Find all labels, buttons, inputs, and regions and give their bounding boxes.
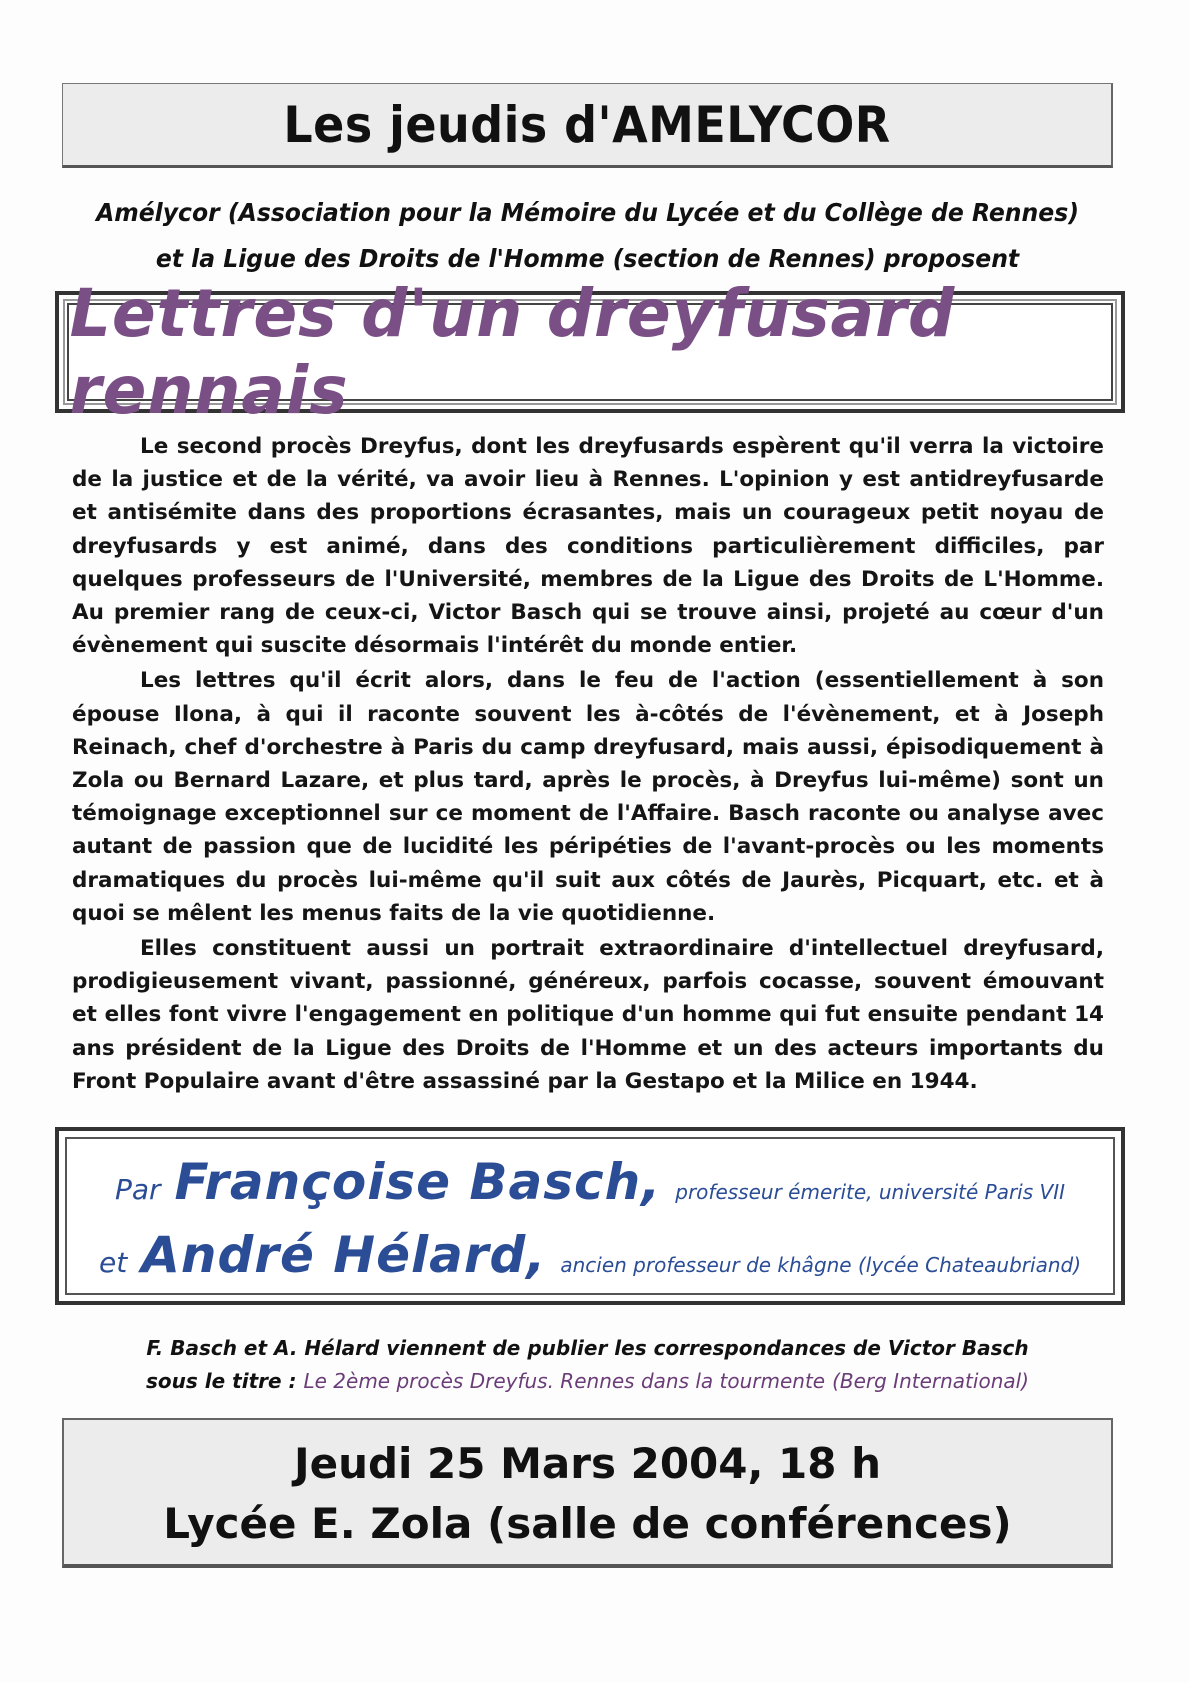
author-prefix: et [98, 1246, 128, 1279]
event-title: Lettres d'un dreyfusard rennais [69, 275, 956, 429]
author-name: André Hélard, [141, 1226, 547, 1284]
author-description: professeur émerite, université Paris VII [675, 1180, 1065, 1204]
event-location: Lycée E. Zola (salle de conférences) [163, 1499, 1012, 1548]
description-paragraph: Le second procès Dreyfus, dont les dreyfusards espèrent qu'il verra la victoire de la justice et de la vérité, va avoir lieu à Rennes. L'opinion y est antidreyfusarde et antisémite dans des proportions écrasantes, mais un courageux petit noyau de dreyfusards y est animé, dans des conditions particulièrement difficiles, par quelques professeurs de l'Université, membres de la Ligue des Droits de L'Homme. Au premier rang de ceux-ci, Victor Basch qui se trouve ainsi, projeté au cœur d'un évènement qui suscite désormais l'intérêt du monde entier. [72, 434, 1104, 659]
organizers-line-2: et la Ligue des Droits de l'Homme (section de Rennes) proposent [155, 244, 1020, 273]
publisher: (Berg International) [832, 1369, 1029, 1393]
event-date: Jeudi 25 Mars 2004, 18 h [293, 1439, 882, 1488]
description-paragraph: Les lettres qu'il écrit alors, dans le feu de l'action (essentiellement à son épouse Ilona, à qui il raconte souvent les à-côtés de l'évènement, et à Joseph Reinach, chef d'orchestre à Paris du camp dreyfusard, mais aussi, épisodiquement à Zola ou Bernard Lazare, et plus tard, après le procès, à Dreyfus lui-même) sont un témoignage exceptionnel sur ce moment de l'Affaire. Basch raconte ou analyse avec autant de passion que de lucidité les péripéties de l'avant-procès ou les moments dramatiques du procès lui-même qu'il suit aux côtés de Jaurès, Picquart, etc. et à quoi se mêlent les menus faits de la vie quotidienne. [72, 668, 1104, 926]
header-box [62, 83, 1113, 168]
publication-note [62, 1332, 1113, 1398]
event-description [72, 430, 1104, 1100]
author-prefix: Par [114, 1173, 161, 1206]
authors-box [55, 1127, 1125, 1305]
publication-prefix: sous le titre : [146, 1369, 297, 1393]
event-title-box [55, 275, 1125, 429]
author-description: ancien professeur de khâgne (lycée Chateaubriand) [560, 1253, 1082, 1277]
schedule-box [62, 1418, 1113, 1568]
author-line-2 [59, 1226, 1121, 1284]
organizers-line-1: Amélycor (Association pour la Mémoire du Lycée et du Collège de Rennes) [96, 198, 1079, 227]
book-title: Le 2ème procès Dreyfus. Rennes dans la tourmente [303, 1369, 826, 1393]
publication-note-line-2 [62, 1365, 1113, 1398]
author-line-1 [59, 1153, 1121, 1211]
author-name: Françoise Basch, [174, 1153, 662, 1211]
description-paragraph: Elles constituent aussi un portrait extraordinaire d'intellectuel dreyfusard, prodigieusement vivant, passionné, généreux, parfois cocasse, souvent émouvant et elles font vivre l'engagement en politique d'un homme qui fut ensuite pendant 14 ans président de la Ligue des Droits de l'Homme et un des acteurs importants du Front Populaire avant d'être assassiné par la Gestapo et la Milice en 1944. [72, 936, 1104, 1094]
publication-note-line-1: F. Basch et A. Hélard viennent de publier les correspondances de Victor Basch [146, 1336, 1029, 1360]
organizers-intro [94, 190, 1082, 282]
page-title: Les jeudis d'AMELYCOR [283, 95, 891, 154]
